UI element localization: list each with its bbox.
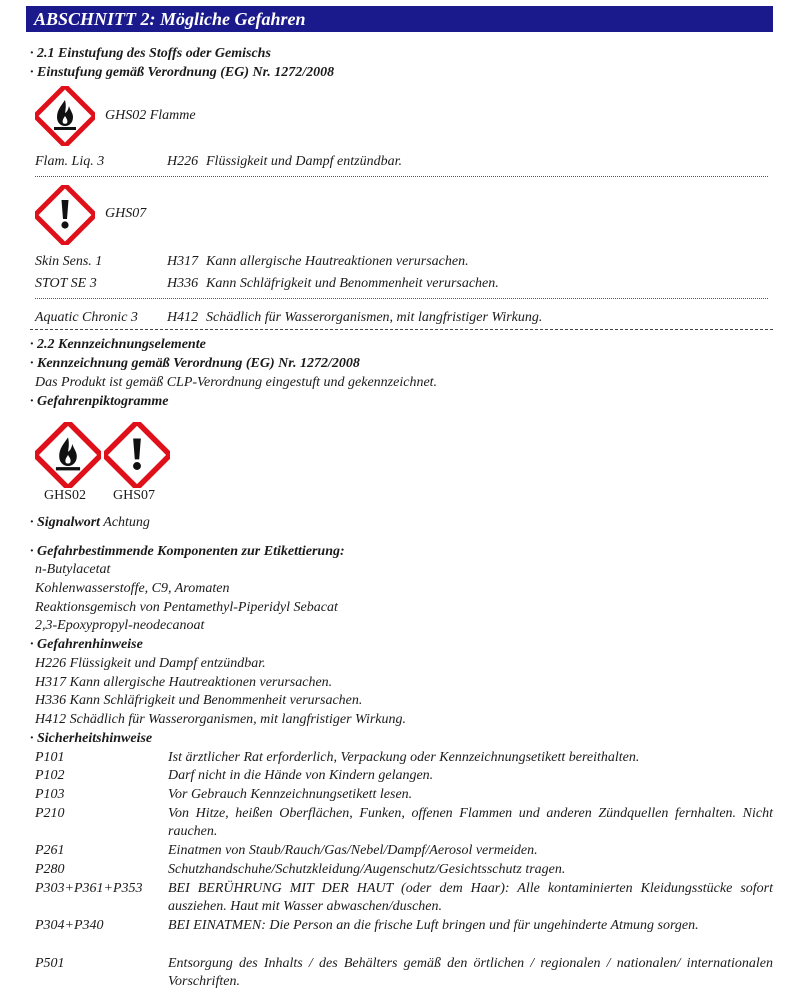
component-item: n-Butylacetat bbox=[35, 562, 111, 577]
pictogram-label: GHS02 Flamme bbox=[105, 108, 196, 123]
hazard-text: Kann Schläfrigkeit und Benommenheit verursachen. bbox=[206, 276, 499, 291]
classification-heading: · 2.1 Einstufung des Stoffs oder Gemischs bbox=[30, 46, 271, 61]
exclamation-icon bbox=[35, 185, 95, 245]
precautionary-code: P261 bbox=[35, 843, 65, 858]
precautionary-code: P101 bbox=[35, 750, 65, 765]
precautionary-code: P102 bbox=[35, 768, 65, 783]
signal-word-label: · Signalwort bbox=[30, 515, 101, 530]
hazard-statement: H226 Flüssigkeit und Dampf entzündbar. bbox=[35, 656, 266, 671]
hazard-code: H226 bbox=[167, 154, 199, 169]
component-item: Reaktionsgemisch von Pentamethyl-Piperidyl Sebacat bbox=[35, 600, 338, 615]
hazard-text: Flüssigkeit und Dampf entzündbar. bbox=[206, 154, 402, 169]
divider bbox=[35, 176, 768, 177]
labelling-note: Das Produkt ist gemäß CLP-Verordnung eingestuft und gekennzeichnet. bbox=[35, 375, 438, 390]
precautionary-code: P304+P340 bbox=[35, 918, 104, 933]
labelling-regulation: · Kennzeichnung gemäß Verordnung (EG) Nr. 1272/2008 bbox=[30, 356, 360, 371]
hazard-statement: H317 Kann allergische Hautreaktionen verursachen. bbox=[35, 675, 333, 690]
hazard-category: Skin Sens. 1 bbox=[35, 254, 103, 269]
labelling-heading: · 2.2 Kennzeichnungselemente bbox=[30, 337, 206, 352]
precautionary-code: P103 bbox=[35, 787, 65, 802]
precautionary-text: Von Hitze, heißen Oberflächen, Funken, offenen Flammen und anderen Zündquellen fernhalten. Nicht rauchen. bbox=[168, 806, 773, 839]
hazard-code: H317 bbox=[167, 254, 199, 269]
precautionary-code: P210 bbox=[35, 806, 65, 821]
signal-word-row bbox=[30, 514, 150, 532]
section-title-bar bbox=[26, 6, 773, 32]
precautionary-text: Vor Gebrauch Kennzeichnungsetikett lesen. bbox=[168, 787, 413, 802]
pictogram-caption: GHS07 bbox=[113, 488, 156, 503]
hazard-text: Kann allergische Hautreaktionen verursachen. bbox=[206, 254, 469, 269]
precautionary-code: P501 bbox=[35, 956, 65, 971]
precautionary-text: Ist ärztlicher Rat erforderlich, Verpackung oder Kennzeichnungsetikett bereithalten. bbox=[168, 750, 640, 765]
hazard-statement: H412 Schädlich für Wasserorganismen, mit langfristiger Wirkung. bbox=[35, 712, 406, 727]
flame-icon bbox=[35, 86, 95, 146]
pictograms-heading: · Gefahrenpiktogramme bbox=[30, 394, 169, 409]
precautionary-heading: · Sicherheitshinweise bbox=[30, 731, 153, 746]
precautionary-code: P280 bbox=[35, 862, 65, 877]
hazard-statement: H336 Kann Schläfrigkeit und Benommenheit verursachen. bbox=[35, 693, 363, 708]
hazard-category: Flam. Liq. 3 bbox=[35, 154, 105, 169]
section-title: ABSCHNITT 2: Mögliche Gefahren bbox=[34, 9, 306, 29]
exclamation-icon bbox=[104, 422, 170, 488]
hazard-statements-heading: · Gefahrenhinweise bbox=[30, 637, 143, 652]
component-item: Kohlenwasserstoffe, C9, Aromaten bbox=[35, 581, 230, 596]
precautionary-text: Entsorgung des Inhalts / des Behälters gemäß den örtlichen / regionalen / nationalen/ internationalen Vorschriften. bbox=[168, 956, 773, 989]
hazard-code: H412 bbox=[167, 310, 199, 325]
pictogram-label: GHS07 bbox=[105, 206, 147, 221]
hazard-code: H336 bbox=[167, 276, 199, 291]
precautionary-text: Einatmen von Staub/Rauch/Gas/Nebel/Dampf/Aerosol vermeiden. bbox=[168, 843, 538, 858]
component-item: 2,3-Epoxypropyl-neodecanoat bbox=[35, 618, 205, 633]
precautionary-code: P303+P361+P353 bbox=[35, 881, 143, 896]
divider bbox=[35, 298, 768, 299]
section-divider bbox=[30, 329, 773, 330]
hazard-text: Schädlich für Wasserorganismen, mit langfristiger Wirkung. bbox=[206, 310, 543, 325]
precautionary-text: BEI BERÜHRUNG MIT DER HAUT (oder dem Haar): Alle kontaminierten Kleidungsstücke sofort ausziehen. Haut mit Wasser abwaschen/duschen. bbox=[168, 881, 773, 914]
precautionary-text: BEI EINATMEN: Die Person an die frische Luft bringen und für ungehinderte Atmung sorgen. bbox=[168, 918, 699, 933]
hazard-category: STOT SE 3 bbox=[35, 276, 97, 291]
signal-word: Achtung bbox=[103, 515, 150, 530]
components-heading: · Gefahrbestimmende Komponenten zur Etikettierung: bbox=[30, 544, 345, 559]
precautionary-text: Schutzhandschuhe/Schutzkleidung/Augenschutz/Gesichtsschutz tragen. bbox=[168, 862, 566, 877]
flame-icon bbox=[35, 422, 101, 488]
hazard-category: Aquatic Chronic 3 bbox=[35, 310, 138, 325]
precautionary-text: Darf nicht in die Hände von Kindern gelangen. bbox=[168, 768, 434, 783]
pictogram-caption: GHS02 bbox=[44, 488, 87, 503]
classification-regulation: · Einstufung gemäß Verordnung (EG) Nr. 1272/2008 bbox=[30, 65, 335, 80]
